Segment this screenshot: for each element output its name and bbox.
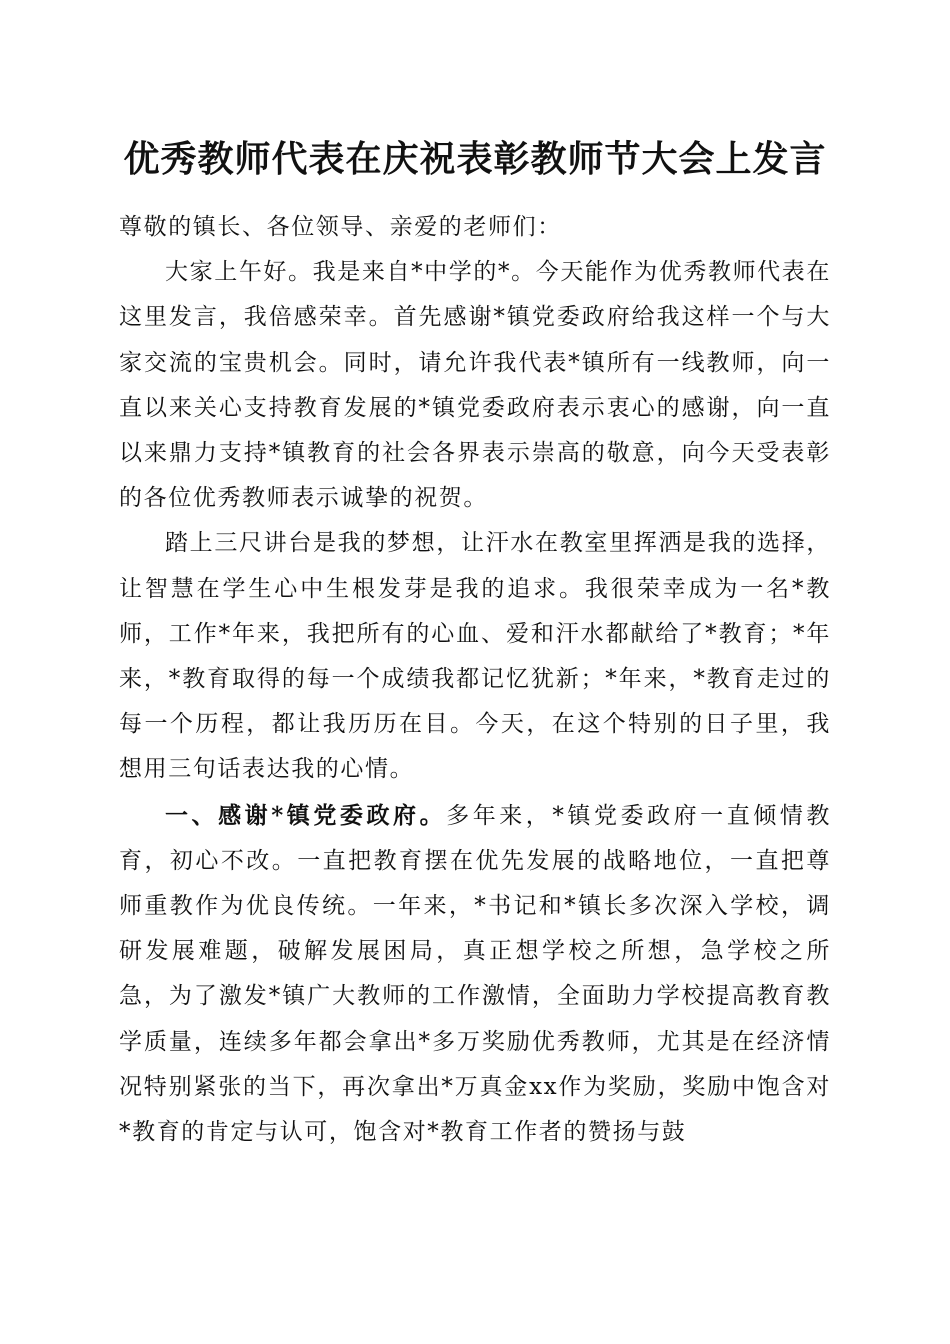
section-1-text: 多年来，*镇党委政府一直倾情教育，初心不改。一直把教育摆在优先发展的战略地位，一直把尊师重教作为优良传统。一年来，*书记和*镇长多次深入学校，调研发展难题，破解发展困局，真正想学校之所想，急学校之所急，为了激发*镇广大教师的工作激情，全面助力学校提高教育教学质量，连续多年都会拿出*多万奖励优秀教师，尤其是在经济情况特别紧张的当下，再次拿出*万真金xx作为奖励，奖励中饱含对*教育的肯定与认可，饱含对*教育工作者的赞扬与鼓 <box>119 802 832 1146</box>
document-title: 优秀教师代表在庆祝表彰教师节大会上发言 <box>123 138 827 180</box>
section-1-heading: 一、感谢*镇党委政府。 <box>165 801 447 829</box>
paragraph-intro: 大家上午好。我是来自*中学的*。今天能作为优秀教师代表在这里发言，我倍感荣幸。首先感谢*镇党委政府给我这样一个与大家交流的宝贵机会。同时，请允许我代表*镇所有一线教师，向一直以来关心支持教育发展的*镇党委政府表示衷心的感谢，向一直以来鼎力支持*镇教育的社会各界表示崇高的敬意，向今天受表彰的各位优秀教师表示诚挚的祝贺。 <box>119 259 831 512</box>
document-body <box>119 205 831 1155</box>
salutation: 尊敬的镇长、各位领导、亲爱的老师们： <box>119 214 562 240</box>
paragraph-dream: 踏上三尺讲台是我的梦想，让汗水在教室里挥洒是我的选择，让智慧在学生心中生根发芽是我的追求。我很荣幸成为一名*教师，工作*年来，我把所有的心血、爱和汗水都献给了*教育；*年来，*教育取得的每一个成绩我都记忆犹新；*年来，*教育走过的每一个历程，都让我历历在目。今天，在这个特别的日子里，我想用三句话表达我的心情。 <box>119 530 831 783</box>
paragraph-section-1 <box>119 793 831 1156</box>
